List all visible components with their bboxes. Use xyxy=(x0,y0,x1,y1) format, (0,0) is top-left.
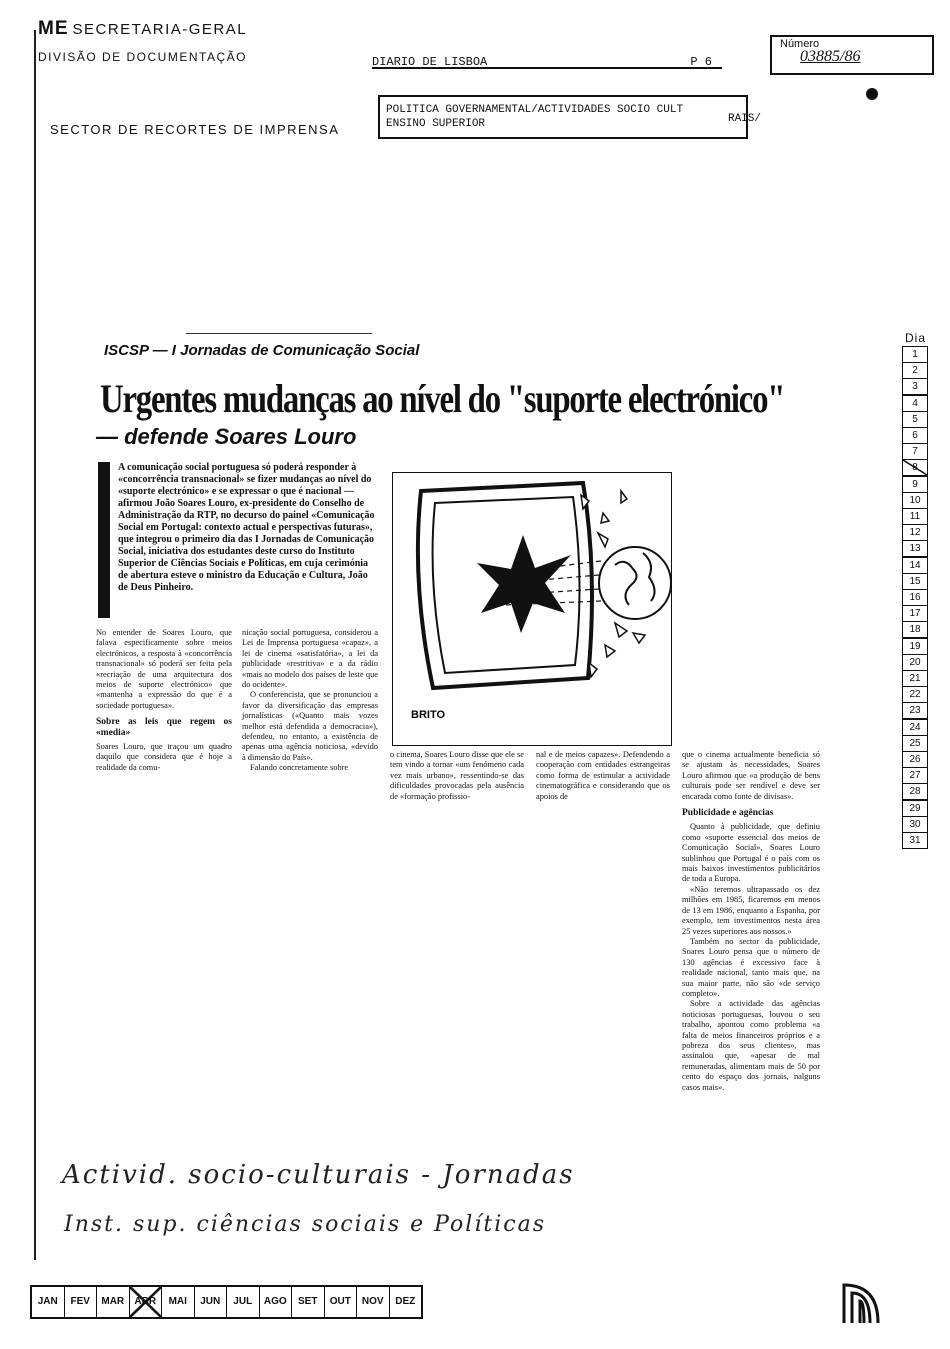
day-box: 11 xyxy=(902,508,928,525)
topic-box xyxy=(378,95,748,139)
day-box: 5 xyxy=(902,411,928,428)
day-box: 10 xyxy=(902,492,928,509)
number-value: 03885/86 xyxy=(800,48,861,65)
column-3 xyxy=(390,750,524,802)
column-5 xyxy=(682,750,820,1093)
day-box: 30 xyxy=(902,816,928,833)
illustration-signature: BRITO xyxy=(411,709,446,721)
handwritten-note-2: Inst. sup. ciências sociais e Políticas xyxy=(64,1212,546,1237)
day-box: 20 xyxy=(902,654,928,671)
col5-paragraph-5: Sobre a actividade das agências noticiosas portuguesas, louvou o seu trabalho, apontou como problema «a falta de meios financeiros próprios e a pobreza dos seus clientes», mas assinalou que, «apesar de mal remuneradas, alimentam mais de 50 por cento do espaço dos jornais, nalguns casos mais». xyxy=(682,999,820,1092)
handwritten-note-1: Activid. socio-culturais - Jornadas xyxy=(62,1160,575,1190)
earth-globe xyxy=(599,547,671,619)
month-box: OUT xyxy=(325,1287,358,1317)
day-box: 8 xyxy=(902,459,928,476)
page-number: P 6 xyxy=(690,55,712,69)
col2-paragraph-1: nicação social portuguesa, considerou a Lei de Imprensa portuguesa «capaz», a lei de cinema «satisfatória», a lei da publicidade «restritiva» e a da rádio «mais ao modelo dos países de leste que do ocidente». xyxy=(242,628,378,690)
month-box: NOV xyxy=(357,1287,390,1317)
ink-dot xyxy=(866,88,878,100)
day-box: 31 xyxy=(902,832,928,849)
day-box: 21 xyxy=(902,670,928,687)
col1-paragraph-1: No entender de Soares Louro, que falava especificamente sobre meios electrónicos, a resposta à «concorrência transnacional» só poderá ser feita pela «recriação de uma arquitectura dos meios de suporte electrónico» que «mantenha a expressão do que é a sociedade portuguesa». xyxy=(96,628,232,710)
corner-mark xyxy=(838,1275,898,1325)
org-abbrev: ME xyxy=(38,18,69,39)
month-box: DEZ xyxy=(395,1296,416,1307)
topic-line-1: POLITICA GOVERNAMENTAL/ACTIVIDADES SOCIO CULT xyxy=(386,104,684,116)
day-box: 22 xyxy=(902,686,928,703)
month-box: ABR xyxy=(130,1287,163,1317)
month-box: AGO xyxy=(260,1287,293,1317)
source-name: DIARIO DE LISBOA xyxy=(372,55,488,69)
month-box: SET xyxy=(292,1287,325,1317)
day-box: 26 xyxy=(902,751,928,768)
day-box: 17 xyxy=(902,605,928,622)
day-box: 12 xyxy=(902,524,928,541)
col2-paragraph-3: Falando concretamente sobre xyxy=(250,763,349,773)
illustration xyxy=(392,472,672,746)
day-box: 14 xyxy=(902,557,928,574)
col3-paragraph: o cinema, Soares Louro disse que ele se tem vindo a tornar «um fenómeno cada vez mais urbano», ressentindo-se das dificuldades provocadas pela ausência de «formação profissio- xyxy=(390,750,524,801)
day-box: 9 xyxy=(902,476,928,493)
day-box: 18 xyxy=(902,621,928,638)
subhead: — defende Soares Louro xyxy=(96,424,357,449)
number-label: Número xyxy=(780,38,820,50)
source-line xyxy=(372,55,722,69)
day-box: 24 xyxy=(902,719,928,736)
col5-paragraph-2: Quanto à publicidade, que definiu como «suporte essencial dos meios de Comunicação Social», Soares Louro sublinhou que Portugal é o país com os mais baixos investimentos publicitários de toda a Europa. xyxy=(682,822,820,884)
month-strip xyxy=(30,1285,423,1319)
day-box: 29 xyxy=(902,800,928,817)
headline: Urgentes mudanças ao nível do "suporte electrónico" xyxy=(100,376,785,421)
day-box: 6 xyxy=(902,427,928,444)
day-box: 13 xyxy=(902,540,928,557)
org-name: SECRETARIA-GERAL xyxy=(72,21,248,38)
lead-paragraph: A comunicação social portuguesa só poderá responder à «concorrência transnacional» se fizer mudanças ao nível do «suporte electrónico» e se expressar o que é nacional — afirmou João Soares Louro, ex-presidente do Conselho de Administração da RTP, no decurso do painel «Comunicação Social em Portugal: contexto actual e perspectivas futuras», que integrou o primeiro dia das I Jornadas de Comunicação Social, iniciativa dos estudantes deste curso do Instituto Superior de Ciências Sociais e Políticas, em cuja cerimónia de abertura esteve o ministro da Educação e Cultura, João de Deus Pinheiro. xyxy=(118,462,375,593)
org-header xyxy=(38,18,247,40)
day-box: 3 xyxy=(902,378,928,395)
day-box: 1 xyxy=(902,346,928,363)
col5-paragraph-1: que o cinema actualmente beneficia só se ajustam às necessidades, Soares Louro afirmou que «a produção de bens culturais pode ser rendível e deve ser encarada como fonte de divisas». xyxy=(682,750,820,801)
sector-label: SECTOR DE RECORTES DE IMPRENSA xyxy=(50,122,340,137)
col5-paragraph-3: «Não teremos ultrapassado os dez milhões em 1985, ficaremos em menos de 13 em 1986, enquanto a Espanha, por exemplo, tem investimentos nesta área 25 vezes superiores aos nossos.» xyxy=(682,884,820,936)
month-box: JUL xyxy=(227,1287,260,1317)
month-box: JAN xyxy=(32,1287,65,1317)
col1-paragraph-2: Soares Louro, que traçou um quadro daquilo que considera que é hoje a realidade da comu- xyxy=(96,742,232,772)
division-label: DIVISÃO DE DOCUMENTAÇÃO xyxy=(38,50,247,64)
col2-paragraph-2: O conferencista, que se pronunciou a favor da diversificação das empresas jornalísticas («Quanto mais vozes melhor está defendida a democracia»), defendeu, no entanto, a existência de apenas uma agência noticiosa, «devido à dimensão do País». xyxy=(242,690,378,762)
day-box: 15 xyxy=(902,573,928,590)
margin-rule xyxy=(34,30,36,1260)
kicker: ISCSP — I Jornadas de Comunicação Social xyxy=(104,342,420,359)
tv-earth-illustration xyxy=(393,473,671,745)
month-box: JUN xyxy=(195,1287,228,1317)
topic-line-2: ENSINO SUPERIOR xyxy=(386,118,486,130)
day-box: 4 xyxy=(902,395,928,412)
column-1 xyxy=(96,628,232,773)
column-2 xyxy=(242,628,378,774)
column-4 xyxy=(536,750,670,802)
lead-bar xyxy=(98,462,110,618)
day-box: 16 xyxy=(902,589,928,606)
col4-paragraph: nal e de meios capazes». Defendendo a cooperação com entidades estrangeiras como forma de estimular a actividade cinematográfica e considerando que os apoios de xyxy=(536,750,670,801)
month-box: MAI xyxy=(162,1287,195,1317)
col5-paragraph-4: Também no sector da publicidade, Soares Louro pensa que o número de 130 agências é excessivo face à realidade nacional, tanto mais que, na sua maior parte, não são «de serviço completo». xyxy=(682,936,820,998)
topic-line-1-ext: RAIS/ xyxy=(728,113,762,125)
day-box: 7 xyxy=(902,443,928,460)
month-box: FEV xyxy=(65,1287,98,1317)
day-box: 27 xyxy=(902,767,928,784)
day-box: 19 xyxy=(902,638,928,655)
month-box: MAR xyxy=(97,1287,130,1317)
day-box: 23 xyxy=(902,702,928,719)
kicker-rule xyxy=(186,333,372,334)
day-box: 25 xyxy=(902,735,928,752)
col1-heading: Sobre as leis que regem os «media» xyxy=(96,717,232,738)
day-label: Dia xyxy=(905,331,927,345)
col5-heading: Publicidade e agências xyxy=(682,808,774,819)
day-box: 2 xyxy=(902,362,928,379)
day-box: 28 xyxy=(902,783,928,800)
